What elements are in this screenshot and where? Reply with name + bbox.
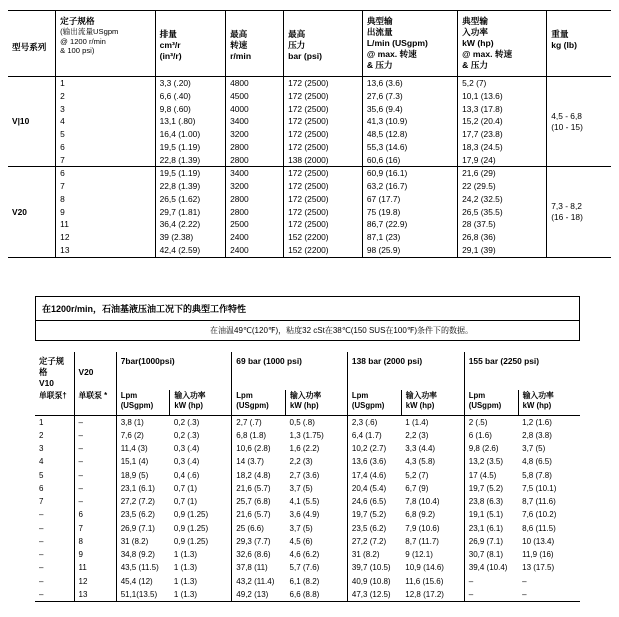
cell-v10-size: 5 bbox=[39, 470, 44, 480]
cell-stator-size: 9 bbox=[56, 206, 155, 219]
cell-max-speed: 2800 bbox=[226, 141, 284, 154]
cell-power-69bar: 1,3 (1.75) bbox=[289, 430, 324, 440]
operating-characteristics-header bbox=[35, 296, 580, 341]
cell-power-7bar: 1 (1.3) bbox=[173, 563, 198, 573]
table-row bbox=[35, 429, 580, 442]
table2-header-row-1 bbox=[35, 352, 580, 390]
cell-flow-138bar: 24,6 (6.5) bbox=[347, 496, 401, 509]
cell-power-138bar: 3,3 (4.4) bbox=[405, 444, 436, 454]
cell-v20-size: 6 bbox=[74, 509, 116, 522]
header-lpm-1: Lpm (USgpm) bbox=[116, 390, 170, 415]
header-v10-sub: 单联泵† bbox=[35, 390, 74, 415]
section2-note bbox=[35, 320, 580, 341]
cell-power-155bar: 11,9 (16) bbox=[522, 550, 554, 560]
cell-v10-size: – bbox=[39, 523, 44, 533]
cell-displacement: 26,5 (1.62) bbox=[155, 193, 225, 206]
header-pressure-7bar: 7bar(1000psi) bbox=[116, 352, 232, 390]
cell-v10-size: 6 bbox=[39, 483, 44, 493]
table-row bbox=[8, 193, 611, 206]
cell-flow-155bar: 6 (1.6) bbox=[464, 429, 518, 442]
cell-v20-size: 13 bbox=[74, 588, 116, 602]
cell-max-speed: 3400 bbox=[226, 115, 284, 128]
cell-typical-power: 21,6 (29) bbox=[458, 167, 547, 180]
cell-max-speed: 4500 bbox=[226, 90, 284, 103]
cell-typical-power: 10,1 (13.6) bbox=[458, 90, 547, 103]
table-row bbox=[35, 482, 580, 495]
cell-flow-69bar: 6,8 (1.8) bbox=[232, 429, 286, 442]
cell-typical-power: 18,3 (24.5) bbox=[458, 141, 547, 154]
cell-power-69bar: 4,6 (6.2) bbox=[289, 550, 320, 560]
cell-flow-155bar: 2 (.5) bbox=[464, 416, 518, 430]
cell-flow-7bar: 31 (8.2) bbox=[116, 535, 170, 548]
cell-typical-flow: 48,5 (12.8) bbox=[362, 128, 457, 141]
cell-v10-size: – bbox=[39, 550, 44, 560]
cell-v20-size: – bbox=[74, 469, 116, 482]
cell-flow-138bar: 39,7 (10.5) bbox=[347, 562, 401, 575]
cell-power-155bar: 3,7 (5) bbox=[522, 444, 546, 454]
cell-power-7bar: 0,7 (1) bbox=[173, 497, 198, 507]
cell-flow-138bar: 6,4 (1.7) bbox=[347, 429, 401, 442]
cell-power-7bar: 1 (1.3) bbox=[173, 576, 198, 586]
cell-max-speed: 4800 bbox=[226, 77, 284, 90]
cell-typical-flow: 60,9 (16.1) bbox=[362, 167, 457, 180]
table-row bbox=[35, 469, 580, 482]
cell-max-pressure: 172 (2500) bbox=[284, 77, 363, 90]
cell-flow-155bar: 17 (4.5) bbox=[464, 469, 518, 482]
cell-max-pressure: 172 (2500) bbox=[284, 206, 363, 219]
cell-stator-size: 7 bbox=[56, 154, 155, 167]
cell-typical-flow: 67 (17.7) bbox=[362, 193, 457, 206]
cell-flow-7bar: 51,1(13.5) bbox=[116, 588, 170, 602]
cell-stator-size: 11 bbox=[56, 218, 155, 231]
cell-v10-size: 1 bbox=[39, 417, 44, 427]
cell-flow-69bar: 37,8 (11) bbox=[232, 562, 286, 575]
cell-displacement: 16,4 (1.00) bbox=[155, 128, 225, 141]
cell-max-pressure: 172 (2500) bbox=[284, 193, 363, 206]
cell-typical-flow: 63,2 (16.7) bbox=[362, 180, 457, 193]
series-label: V|10 bbox=[8, 77, 56, 167]
cell-flow-69bar: 21,6 (5.7) bbox=[232, 509, 286, 522]
cell-power-155bar: – bbox=[522, 576, 527, 586]
table-row bbox=[8, 115, 611, 128]
cell-typical-flow: 55,3 (14.6) bbox=[362, 141, 457, 154]
cell-max-pressure: 172 (2500) bbox=[284, 141, 363, 154]
cell-flow-138bar: 17,4 (4.6) bbox=[347, 469, 401, 482]
cell-flow-7bar: 34,8 (9.2) bbox=[116, 549, 170, 562]
cell-max-pressure: 172 (2500) bbox=[284, 115, 363, 128]
cell-v20-size: 7 bbox=[74, 522, 116, 535]
cell-power-155bar: 1,2 (1.6) bbox=[522, 417, 552, 427]
cell-max-speed: 2400 bbox=[226, 244, 284, 257]
cell-v10-size: – bbox=[39, 510, 44, 520]
table-row bbox=[8, 206, 611, 219]
cell-max-pressure: 138 (2000) bbox=[284, 154, 363, 167]
table-row bbox=[35, 562, 580, 575]
cell-flow-155bar: 23,8 (6.3) bbox=[464, 496, 518, 509]
cell-power-155bar: 13 (17.5) bbox=[522, 563, 555, 573]
cell-power-7bar: 0,7 (1) bbox=[173, 483, 198, 493]
cell-stator-size: 6 bbox=[56, 141, 155, 154]
cell-power-155bar: 8,7 (11.6) bbox=[522, 497, 556, 507]
cell-power-138bar: 4,3 (5.8) bbox=[405, 457, 436, 467]
cell-flow-155bar: 9,8 (2.6) bbox=[464, 443, 518, 456]
table-row bbox=[8, 141, 611, 154]
cell-flow-155bar: 39,4 (10.4) bbox=[464, 562, 518, 575]
header-lpm-2: Lpm (USgpm) bbox=[232, 390, 286, 415]
cell-stator-size: 12 bbox=[56, 231, 155, 244]
cell-power-69bar: 2,7 (3.6) bbox=[289, 470, 320, 480]
cell-power-69bar: 6,6 (8.8) bbox=[286, 588, 348, 602]
table-row bbox=[8, 180, 611, 193]
header-pressure-155bar: 155 bar (2250 psi) bbox=[464, 352, 580, 390]
cell-typical-power: 17,9 (24) bbox=[458, 154, 547, 167]
cell-v20-size: 8 bbox=[74, 535, 116, 548]
cell-v20-size: – bbox=[74, 443, 116, 456]
cell-max-speed: 3400 bbox=[226, 167, 284, 180]
cell-flow-7bar: 23,1 (6.1) bbox=[116, 482, 170, 495]
cell-power-138bar: 7,9 (10.6) bbox=[405, 523, 440, 533]
cell-stator-size: 2 bbox=[56, 90, 155, 103]
cell-stator-size: 4 bbox=[56, 115, 155, 128]
cell-flow-7bar: 23,5 (6.2) bbox=[116, 509, 170, 522]
cell-flow-155bar: 19,1 (5.1) bbox=[464, 509, 518, 522]
cell-power-138bar: 10,9 (14.6) bbox=[405, 563, 444, 573]
cell-typical-flow: 60,6 (16) bbox=[362, 154, 457, 167]
cell-power-155bar: 5,8 (7.8) bbox=[522, 470, 552, 480]
cell-flow-7bar: 26,9 (7.1) bbox=[116, 522, 170, 535]
cell-flow-69bar: 43,2 (11.4) bbox=[232, 575, 286, 588]
header-max-speed: 最高 转速 r/min bbox=[226, 11, 284, 77]
cell-max-speed: 2400 bbox=[226, 231, 284, 244]
table-row bbox=[35, 522, 580, 535]
cell-power-7bar: 0,3 (.4) bbox=[173, 444, 200, 454]
cell-typical-flow: 86,7 (22.9) bbox=[362, 218, 457, 231]
pump-specification-table bbox=[8, 10, 611, 258]
cell-flow-7bar: 7,6 (2) bbox=[116, 429, 170, 442]
cell-power-138bar: 1 (1.4) bbox=[405, 417, 429, 427]
table-row bbox=[35, 496, 580, 509]
cell-power-155bar: 10 (13.4) bbox=[522, 536, 555, 546]
cell-displacement: 29,7 (1.81) bbox=[155, 206, 225, 219]
header-kw-2: 输入功率 kW (hp) bbox=[286, 390, 348, 415]
cell-flow-7bar: 43,5 (11.5) bbox=[116, 562, 170, 575]
cell-power-69bar: 6,1 (8.2) bbox=[289, 576, 320, 586]
cell-max-speed: 3200 bbox=[226, 128, 284, 141]
cell-power-7bar: 1 (1.3) bbox=[173, 550, 198, 560]
cell-flow-7bar: 11,4 (3) bbox=[116, 443, 170, 456]
cell-displacement: 19,5 (1.19) bbox=[155, 167, 225, 180]
cell-flow-138bar: 20,4 (5.4) bbox=[347, 482, 401, 495]
cell-v20-size: – bbox=[74, 416, 116, 430]
cell-max-pressure: 172 (2500) bbox=[284, 90, 363, 103]
cell-power-138bar: 12,8 (17.2) bbox=[401, 588, 464, 602]
cell-typical-flow: 27,6 (7.3) bbox=[362, 90, 457, 103]
cell-v20-size: – bbox=[74, 482, 116, 495]
cell-v10-size: 4 bbox=[39, 457, 44, 467]
cell-flow-155bar: 26,9 (7.1) bbox=[464, 535, 518, 548]
cell-flow-155bar: 13,2 (3.5) bbox=[464, 456, 518, 469]
cell-max-pressure: 152 (2200) bbox=[284, 244, 363, 257]
cell-v10-size: – bbox=[39, 536, 44, 546]
cell-power-138bar: 11,6 (15.6) bbox=[405, 576, 444, 586]
section2-note-text: 在油温49℃(120℉)，粘度32 cSt在38℃(150 SUS在100℉)条件下的数据。 bbox=[210, 326, 474, 335]
header-pressure-138bar: 138 bar (2000 psi) bbox=[347, 352, 464, 390]
cell-v20-size: 9 bbox=[74, 549, 116, 562]
table-row bbox=[8, 90, 611, 103]
cell-typical-power: 15,2 (20.4) bbox=[458, 115, 547, 128]
cell-stator-size: 8 bbox=[56, 193, 155, 206]
cell-flow-155bar: – bbox=[464, 588, 518, 602]
cell-power-69bar: 3,7 (5) bbox=[289, 483, 313, 493]
cell-flow-138bar: 31 (8.2) bbox=[347, 549, 401, 562]
cell-flow-7bar: 45,4 (12) bbox=[116, 575, 170, 588]
cell-power-69bar: 4,5 (6) bbox=[289, 536, 313, 546]
table-row bbox=[35, 575, 580, 588]
table-row bbox=[8, 103, 611, 116]
cell-power-7bar: 0,2 (.3) bbox=[173, 417, 200, 427]
cell-max-pressure: 172 (2500) bbox=[284, 218, 363, 231]
table-row bbox=[8, 77, 611, 90]
cell-displacement: 3,3 (.20) bbox=[155, 77, 225, 90]
cell-flow-138bar: 27,2 (7.2) bbox=[347, 535, 401, 548]
table-row bbox=[35, 509, 580, 522]
cell-power-138bar: 7,8 (10.4) bbox=[405, 497, 440, 507]
header-typical-flow: 典型输 出流量 L/min (USgpm) @ max. 转速 & 压力 bbox=[362, 11, 457, 77]
cell-flow-69bar: 14 (3.7) bbox=[232, 456, 286, 469]
cell-power-155bar: – bbox=[518, 588, 580, 602]
cell-weight: 7,3 - 8,2 (16 - 18) bbox=[547, 167, 611, 257]
cell-flow-155bar: 23,1 (6.1) bbox=[464, 522, 518, 535]
table-row bbox=[8, 218, 611, 231]
cell-displacement: 42,4 (2.59) bbox=[155, 244, 225, 257]
cell-max-speed: 4000 bbox=[226, 103, 284, 116]
cell-v10-size: 2 bbox=[39, 430, 44, 440]
cell-power-7bar: 0,9 (1.25) bbox=[173, 510, 209, 520]
cell-flow-155bar: 19,7 (5.2) bbox=[464, 482, 518, 495]
header-typical-power: 典型输 入功率 kW (hp) @ max. 转速 & 压力 bbox=[458, 11, 547, 77]
cell-flow-155bar: 30,7 (8.1) bbox=[464, 549, 518, 562]
cell-power-69bar: 4,1 (5.5) bbox=[289, 497, 320, 507]
cell-typical-power: 28 (37.5) bbox=[458, 218, 547, 231]
cell-flow-69bar: 25 (6.6) bbox=[232, 522, 286, 535]
cell-typical-flow: 87,1 (23) bbox=[362, 231, 457, 244]
cell-displacement: 13,1 (.80) bbox=[155, 115, 225, 128]
cell-power-155bar: 7,6 (10.2) bbox=[522, 510, 557, 520]
header-v20-label: V20 bbox=[74, 352, 116, 390]
cell-power-69bar: 2,2 (3) bbox=[289, 457, 313, 467]
cell-v20-size: 12 bbox=[74, 575, 116, 588]
cell-typical-flow: 13,6 (3.6) bbox=[362, 77, 457, 90]
cell-stator-size: 7 bbox=[56, 180, 155, 193]
cell-weight: 4,5 - 6,8 (10 - 15) bbox=[547, 77, 611, 167]
header-lpm-3: Lpm (USgpm) bbox=[347, 390, 401, 415]
header-max-pressure: 最高 压力 bar (psi) bbox=[284, 11, 363, 77]
cell-flow-138bar: 13,6 (3.6) bbox=[347, 456, 401, 469]
cell-stator-size: 6 bbox=[56, 167, 155, 180]
cell-flow-7bar: 18,9 (5) bbox=[116, 469, 170, 482]
cell-power-155bar: 8,6 (11.5) bbox=[522, 523, 556, 533]
header-v20-sub: 单联泵 * bbox=[74, 390, 116, 415]
cell-flow-138bar: 23,5 (6.2) bbox=[347, 522, 401, 535]
header-kw-4: 输入功率 kW (hp) bbox=[518, 390, 580, 415]
table-row bbox=[35, 535, 580, 548]
cell-flow-69bar: 21,6 (5.7) bbox=[232, 482, 286, 495]
cell-v20-size: – bbox=[74, 429, 116, 442]
cell-max-speed: 3200 bbox=[226, 180, 284, 193]
cell-typical-flow: 98 (25.9) bbox=[362, 244, 457, 257]
cell-typical-power: 26,5 (35.5) bbox=[458, 206, 547, 219]
cell-typical-power: 22 (29.5) bbox=[458, 180, 547, 193]
cell-typical-power: 5,2 (7) bbox=[458, 77, 547, 90]
cell-typical-power: 26,8 (36) bbox=[458, 231, 547, 244]
cell-flow-7bar: 3,8 (1) bbox=[116, 416, 170, 430]
header-series: 型号系列 bbox=[8, 11, 56, 77]
cell-typical-flow: 41,3 (10.9) bbox=[362, 115, 457, 128]
cell-flow-138bar: 47,3 (12.5) bbox=[347, 588, 401, 602]
table-row bbox=[35, 456, 580, 469]
cell-flow-155bar: – bbox=[464, 575, 518, 588]
cell-v10-size: 7 bbox=[39, 497, 44, 507]
series-label: V20 bbox=[8, 167, 56, 257]
cell-displacement: 9,8 (.60) bbox=[155, 103, 225, 116]
table-row bbox=[8, 154, 611, 167]
cell-typical-power: 17,7 (23.8) bbox=[458, 128, 547, 141]
cell-flow-138bar: 19,7 (5.2) bbox=[347, 509, 401, 522]
header-lpm-4: Lpm (USgpm) bbox=[464, 390, 518, 415]
cell-power-155bar: 2,8 (3.8) bbox=[522, 430, 552, 440]
cell-flow-138bar: 10,2 (2.7) bbox=[347, 443, 401, 456]
cell-displacement: 22,8 (1.39) bbox=[155, 154, 225, 167]
cell-flow-69bar: 25,7 (6.8) bbox=[232, 496, 286, 509]
cell-stator-size: 1 bbox=[56, 77, 155, 90]
cell-displacement: 19,5 (1.19) bbox=[155, 141, 225, 154]
operating-characteristics-table bbox=[35, 352, 580, 602]
cell-flow-69bar: 32,6 (8.6) bbox=[232, 549, 286, 562]
cell-typical-power: 13,3 (17.8) bbox=[458, 103, 547, 116]
cell-displacement: 39 (2.38) bbox=[155, 231, 225, 244]
cell-stator-size: 3 bbox=[56, 103, 155, 116]
cell-power-155bar: 7,5 (10.1) bbox=[522, 483, 557, 493]
section2-title: 在1200r/min，石油基液压油工况下的典型工作特性 bbox=[35, 296, 580, 320]
cell-max-speed: 2800 bbox=[226, 154, 284, 167]
cell-v10-size: 3 bbox=[39, 444, 44, 454]
cell-stator-size: 13 bbox=[56, 244, 155, 257]
cell-displacement: 22,8 (1.39) bbox=[155, 180, 225, 193]
cell-flow-7bar: 15,1 (4) bbox=[116, 456, 170, 469]
cell-power-69bar: 0,5 (.8) bbox=[289, 417, 315, 427]
cell-typical-flow: 35,6 (9.4) bbox=[362, 103, 457, 116]
cell-max-speed: 2800 bbox=[226, 193, 284, 206]
cell-max-speed: 2500 bbox=[226, 218, 284, 231]
table-row bbox=[35, 549, 580, 562]
cell-typical-power: 24,2 (32.5) bbox=[458, 193, 547, 206]
cell-power-138bar: 6,8 (9.2) bbox=[405, 510, 436, 520]
table2-header-row-2 bbox=[35, 390, 580, 415]
cell-max-speed: 2800 bbox=[226, 206, 284, 219]
table-row bbox=[8, 231, 611, 244]
cell-flow-69bar: 29,3 (7.7) bbox=[232, 535, 286, 548]
table1-header-row bbox=[8, 11, 611, 77]
cell-power-69bar: 3,7 (5) bbox=[289, 523, 313, 533]
cell-power-69bar: 3,6 (4.9) bbox=[289, 510, 320, 520]
header-stator-size: 定子规格 (输出流量USgpm @ 1200 r/min & 100 psi) bbox=[56, 11, 155, 77]
cell-power-7bar: 1 (1.3) bbox=[170, 588, 232, 602]
header-weight: 重量 kg (lb) bbox=[547, 11, 611, 77]
table-row bbox=[8, 244, 611, 257]
header-displacement: 排量 cm³/r (in³/r) bbox=[155, 11, 225, 77]
cell-flow-138bar: 2,3 (.6) bbox=[347, 416, 401, 430]
cell-v20-size: – bbox=[74, 496, 116, 509]
cell-max-pressure: 172 (2500) bbox=[284, 180, 363, 193]
table-row bbox=[35, 588, 580, 602]
cell-flow-7bar: 27,2 (7.2) bbox=[116, 496, 170, 509]
cell-flow-69bar: 2,7 (.7) bbox=[232, 416, 286, 430]
cell-power-7bar: 0,9 (1.25) bbox=[173, 523, 209, 533]
cell-power-138bar: 6,7 (9) bbox=[405, 483, 429, 493]
cell-max-pressure: 172 (2500) bbox=[284, 103, 363, 116]
cell-power-69bar: 5,7 (7.6) bbox=[289, 563, 320, 573]
cell-power-69bar: 1,6 (2.2) bbox=[289, 444, 320, 454]
cell-power-7bar: 0,9 (1.25) bbox=[173, 536, 209, 546]
cell-power-7bar: 0,2 (.3) bbox=[173, 430, 200, 440]
cell-v20-size: 11 bbox=[74, 562, 116, 575]
cell-flow-138bar: 40,9 (10.8) bbox=[347, 575, 401, 588]
cell-v10-size: – bbox=[39, 563, 44, 573]
cell-typical-power: 29,1 (39) bbox=[458, 244, 547, 257]
cell-displacement: 36,4 (2.22) bbox=[155, 218, 225, 231]
cell-flow-69bar: 18,2 (4.8) bbox=[232, 469, 286, 482]
cell-flow-69bar: 10,6 (2.8) bbox=[232, 443, 286, 456]
cell-power-138bar: 9 (12.1) bbox=[405, 550, 433, 560]
cell-flow-69bar: 49,2 (13) bbox=[232, 588, 286, 602]
header-kw-3: 输入功率 kW (hp) bbox=[401, 390, 464, 415]
cell-power-138bar: 8,7 (11.7) bbox=[405, 536, 439, 546]
cell-typical-flow: 75 (19.8) bbox=[362, 206, 457, 219]
cell-max-pressure: 152 (2200) bbox=[284, 231, 363, 244]
table-row bbox=[8, 167, 611, 180]
cell-v10-size: – bbox=[39, 576, 44, 586]
table-row bbox=[35, 443, 580, 456]
cell-power-138bar: 2,2 (3) bbox=[405, 430, 429, 440]
cell-max-pressure: 172 (2500) bbox=[284, 167, 363, 180]
table-row bbox=[35, 416, 580, 430]
cell-power-7bar: 0,3 (.4) bbox=[173, 457, 200, 467]
header-kw-1: 输入功率 kW (hp) bbox=[170, 390, 232, 415]
cell-v20-size: – bbox=[74, 456, 116, 469]
header-pressure-69bar: 69 bar (1000 psi) bbox=[232, 352, 348, 390]
cell-power-138bar: 5,2 (7) bbox=[405, 470, 429, 480]
cell-max-pressure: 172 (2500) bbox=[284, 128, 363, 141]
cell-power-155bar: 4,8 (6.5) bbox=[522, 457, 552, 467]
header-size-label: 定子规格 V10 bbox=[39, 356, 65, 388]
table-row bbox=[8, 128, 611, 141]
cell-power-7bar: 0,4 (.6) bbox=[173, 470, 200, 480]
cell-stator-size: 5 bbox=[56, 128, 155, 141]
cell-displacement: 6,6 (.40) bbox=[155, 90, 225, 103]
cell-v10-size: – bbox=[35, 588, 74, 602]
